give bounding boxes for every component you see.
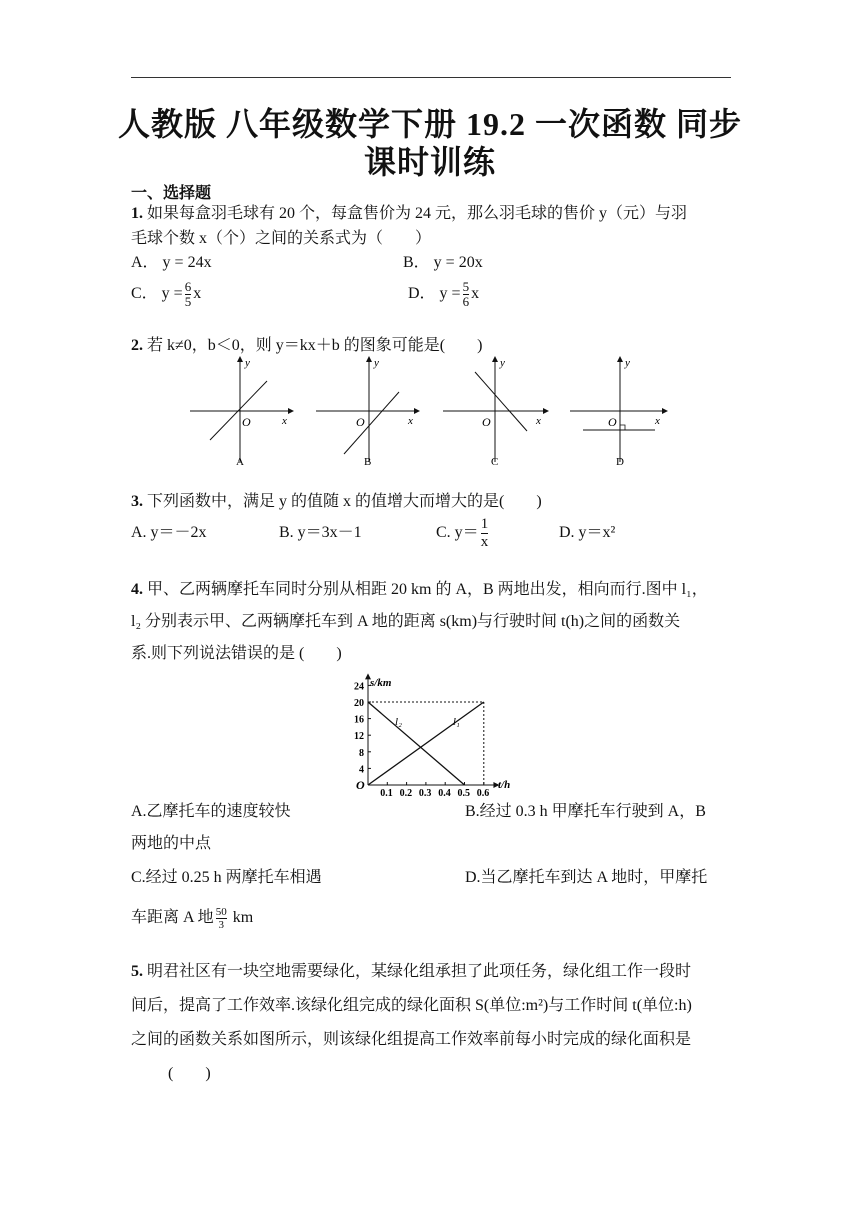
q5-text-line3: 之间的函数关系如图所示，则该绿化组提高工作效率前每小时完成的绿化面积是 [131, 1031, 692, 1048]
page-title-line1: 人教版 八年级数学下册 19.2 一次函数 同步 [117, 106, 742, 142]
origin-label: O [482, 415, 491, 429]
q4-text-line2: l₂ 分别表示甲、乙两辆摩托车到 A 地的距离 s(km)与行驶时间 t(h)之间的函数关 [131, 613, 681, 630]
y-axis-arrow [366, 356, 372, 362]
q1-option-a: A． y = 24x [131, 254, 212, 271]
q4-text-line3: 系.则下列说法错误的是 ( ) [131, 645, 342, 662]
y-tick-label: 8 [359, 747, 364, 759]
series-line-2 [368, 702, 465, 785]
y-tick-label: 20 [354, 698, 364, 709]
q2-text: 2. 若 k≠0，b＜0，则 y＝kx＋b 的图象可能是( ) [131, 337, 483, 354]
q4-option-d-line2: 车距离 A 地 $\frac{50}{3}$ km [131, 905, 254, 931]
q1-option-c: C． y = $\frac{6}{5}$ x [131, 278, 202, 309]
q2-graph-c [438, 354, 550, 469]
q3-option-a: A. y＝－2x [131, 524, 207, 541]
series-line-1 [368, 702, 484, 785]
y-axis-arrow [617, 356, 623, 362]
y-axis-title: s/km [370, 677, 392, 689]
x-tick-label: 0.6 [476, 788, 490, 796]
y-tick-label: 16 [354, 714, 364, 726]
x-label: x [282, 415, 287, 427]
q1-option-b: B． y = 20x [403, 254, 483, 271]
x-axis-arrow [662, 408, 668, 414]
x-axis-arrow [414, 408, 420, 414]
q4-distance-time-chart [340, 672, 520, 796]
x-axis-title: t/h [498, 779, 511, 791]
q4-option-b-line1: B.经过 0.3 h 甲摩托车行驶到 A，B [465, 803, 706, 820]
q5-text-line1: 5. 明君社区有一块空地需要绿化，某绿化组承担了此项任务，绿化组工作一段时 [131, 963, 692, 980]
graph-label: D [616, 456, 624, 468]
y-label: y [245, 357, 250, 369]
x-axis-arrow [288, 408, 294, 414]
y-label: y [625, 357, 630, 369]
q2-graph-a [185, 354, 295, 469]
x-label: x [536, 415, 541, 427]
series-label-l1: l₁ [452, 715, 460, 728]
y-label: y [500, 357, 505, 369]
x-tick-label: 0.4 [438, 788, 451, 796]
y-label: y [374, 357, 379, 369]
y-tick-label: 24 [354, 681, 364, 693]
q4-option-c: C.经过 0.25 h 两摩托车相遇 [131, 869, 322, 886]
x-label: x [408, 415, 413, 427]
q2-graph-b [311, 354, 421, 469]
q4-option-b-line2: 两地的中点 [131, 835, 212, 852]
q4-option-a: A.乙摩托车的速度较快 [131, 803, 291, 820]
origin-label: O [356, 778, 365, 792]
q2-graph-d [565, 354, 677, 469]
x-axis-arrow [543, 408, 549, 414]
x-tick-label: 0.3 [418, 788, 432, 796]
x-tick-label: 0.2 [399, 788, 413, 796]
q5-text-line2: 间后，提高了工作效率.该绿化组完成的绿化面积 S(单位:m²)与工作时间 t(单位:h) [131, 997, 692, 1014]
q1-option-d: D． y = $\frac{5}{6}$ x [408, 278, 480, 309]
y-tick-label: 12 [354, 731, 364, 743]
q3-option-c: C. y＝ $\frac{1}{x}$ [436, 515, 489, 550]
x-tick-label: 0.1 [380, 788, 393, 796]
y-axis-arrow [492, 356, 498, 362]
right-angle-mark [620, 425, 625, 430]
q3-option-d: D. y＝x² [559, 524, 616, 541]
top-rule [131, 77, 731, 78]
series-label-l2: l₂ [395, 715, 402, 728]
page-title-line2: 课时训练 [363, 144, 496, 180]
x-label: x [655, 415, 660, 427]
y-tick-label: 4 [359, 764, 364, 776]
section-heading: 一、选择题 [131, 185, 212, 202]
q3-text: 3. 下列函数中，满足 y 的值随 x 的值增大而增大的是( ) [131, 493, 542, 510]
graph-label: A [236, 456, 244, 468]
q4-option-d-line1: D.当乙摩托车到达 A 地时，甲摩托 [465, 869, 708, 886]
graph-label: B [364, 456, 372, 468]
q1-text-line2: 毛球个数 x（个）之间的关系式为（ ） [131, 230, 432, 247]
y-axis-arrow [237, 356, 243, 362]
origin-label: O [242, 415, 251, 429]
origin-label: O [608, 415, 617, 429]
q4-text-line1: 4. 甲、乙两辆摩托车同时分别从相距 20 km 的 A，B 两地出发，相向而行.图中 l₁， [131, 581, 708, 598]
q3-option-b: B. y＝3x－1 [279, 524, 362, 541]
graph-label: C [491, 456, 499, 468]
origin-label: O [356, 415, 365, 429]
x-tick-label: 0.5 [457, 788, 470, 796]
function-line [344, 392, 399, 454]
q5-text-line4: ( ) [168, 1065, 211, 1082]
q1-text-line1: 1. 如果每盒羽毛球有 20 个，每盒售价为 24 元，那么羽毛球的售价 y（元）与羽 [131, 205, 688, 222]
